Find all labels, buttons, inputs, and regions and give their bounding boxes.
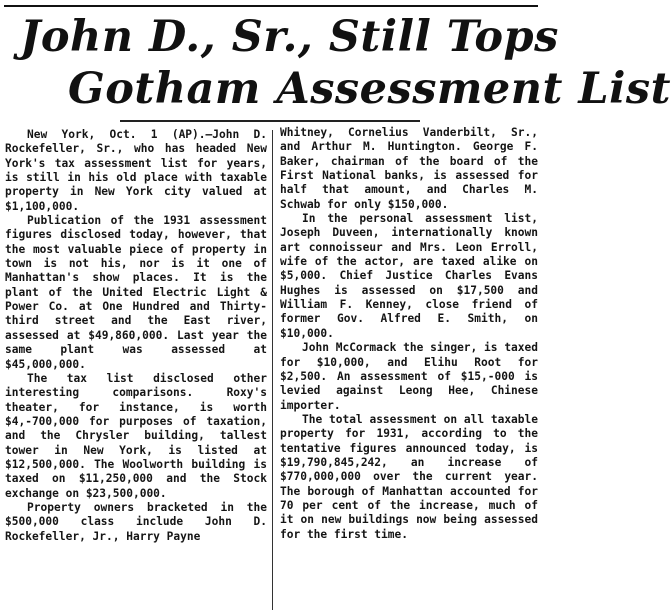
top-border-rule (4, 5, 538, 7)
headline-line-2: Gotham Assessment List (68, 64, 671, 114)
column-divider (272, 130, 273, 610)
paragraph: In the personal assessment list, Joseph Duveen, internationally known art connoisseur and Mrs. Leon Erroll, wife of the actor, are taxed alike on $5,000. Chief Justice Charles Evans Hughes is assessed on $17,500 and William F. Kenney, close friend of former Gov. Alfred E. Smith, on $10,000. (280, 212, 538, 340)
headline-line-1: John D., Sr., Still Tops (20, 12, 559, 62)
paragraph: John McCormack the singer, is taxed for $10,000, and Elihu Root for $2,500. An assessment of $15,-000 is levied against Leong Hee, Chinese importer. (280, 341, 538, 412)
paragraph: The tax list disclosed other interesting comparisons. Roxy's theater, for instance, is worth $4,-700,000 for purposes of taxation, and the Chrysler building, tallest tower in New York, is listed at $12,500,000. The Woolworth building is taxed on $11,250,000 and the Stock exchange on $23,500,000. (5, 371, 267, 500)
paragraph: Publication of the 1931 assessment figures disclosed today, however, that the most valuable piece of property in town is not his, nor is it one of Manhattan's show places. It is the plant of the United Electric Light & Power Co. at One Hundred and Thirty-third street and the East river, assessed at $49,860,000. Last year the same plant was assessed at $45,000,000. (5, 214, 267, 371)
paragraph: Property owners bracketed in the $500,000 class include John D. Rockefeller, Jr., Harry Payne (5, 500, 267, 543)
paragraph: The total assessment on all taxable property for 1931, according to the tentative figures announced today, is $19,790,845,242, an increase of $770,000,000 over the current year. The borough of Manhattan accounted for 70 per cent of the increase, much of it on new buildings now being assessed for the first time. (280, 412, 538, 541)
article-column-right (280, 126, 538, 542)
article-column-left (5, 128, 267, 544)
headline-rule (120, 120, 420, 122)
paragraph-continued: Whitney, Cornelius Vanderbilt, Sr., and Arthur M. Huntington. George F. Baker, chairman of the board of the First National banks, is assessed for half that amount, and Charles M. Schwab for only $150,000. (280, 126, 538, 211)
paragraph: New York, Oct. 1 (AP).—John D. Rockefeller, Sr., who has headed New York's tax assessment list for years, is still in his old place with taxable property in New York city valued at $1,100,000. (5, 128, 267, 213)
